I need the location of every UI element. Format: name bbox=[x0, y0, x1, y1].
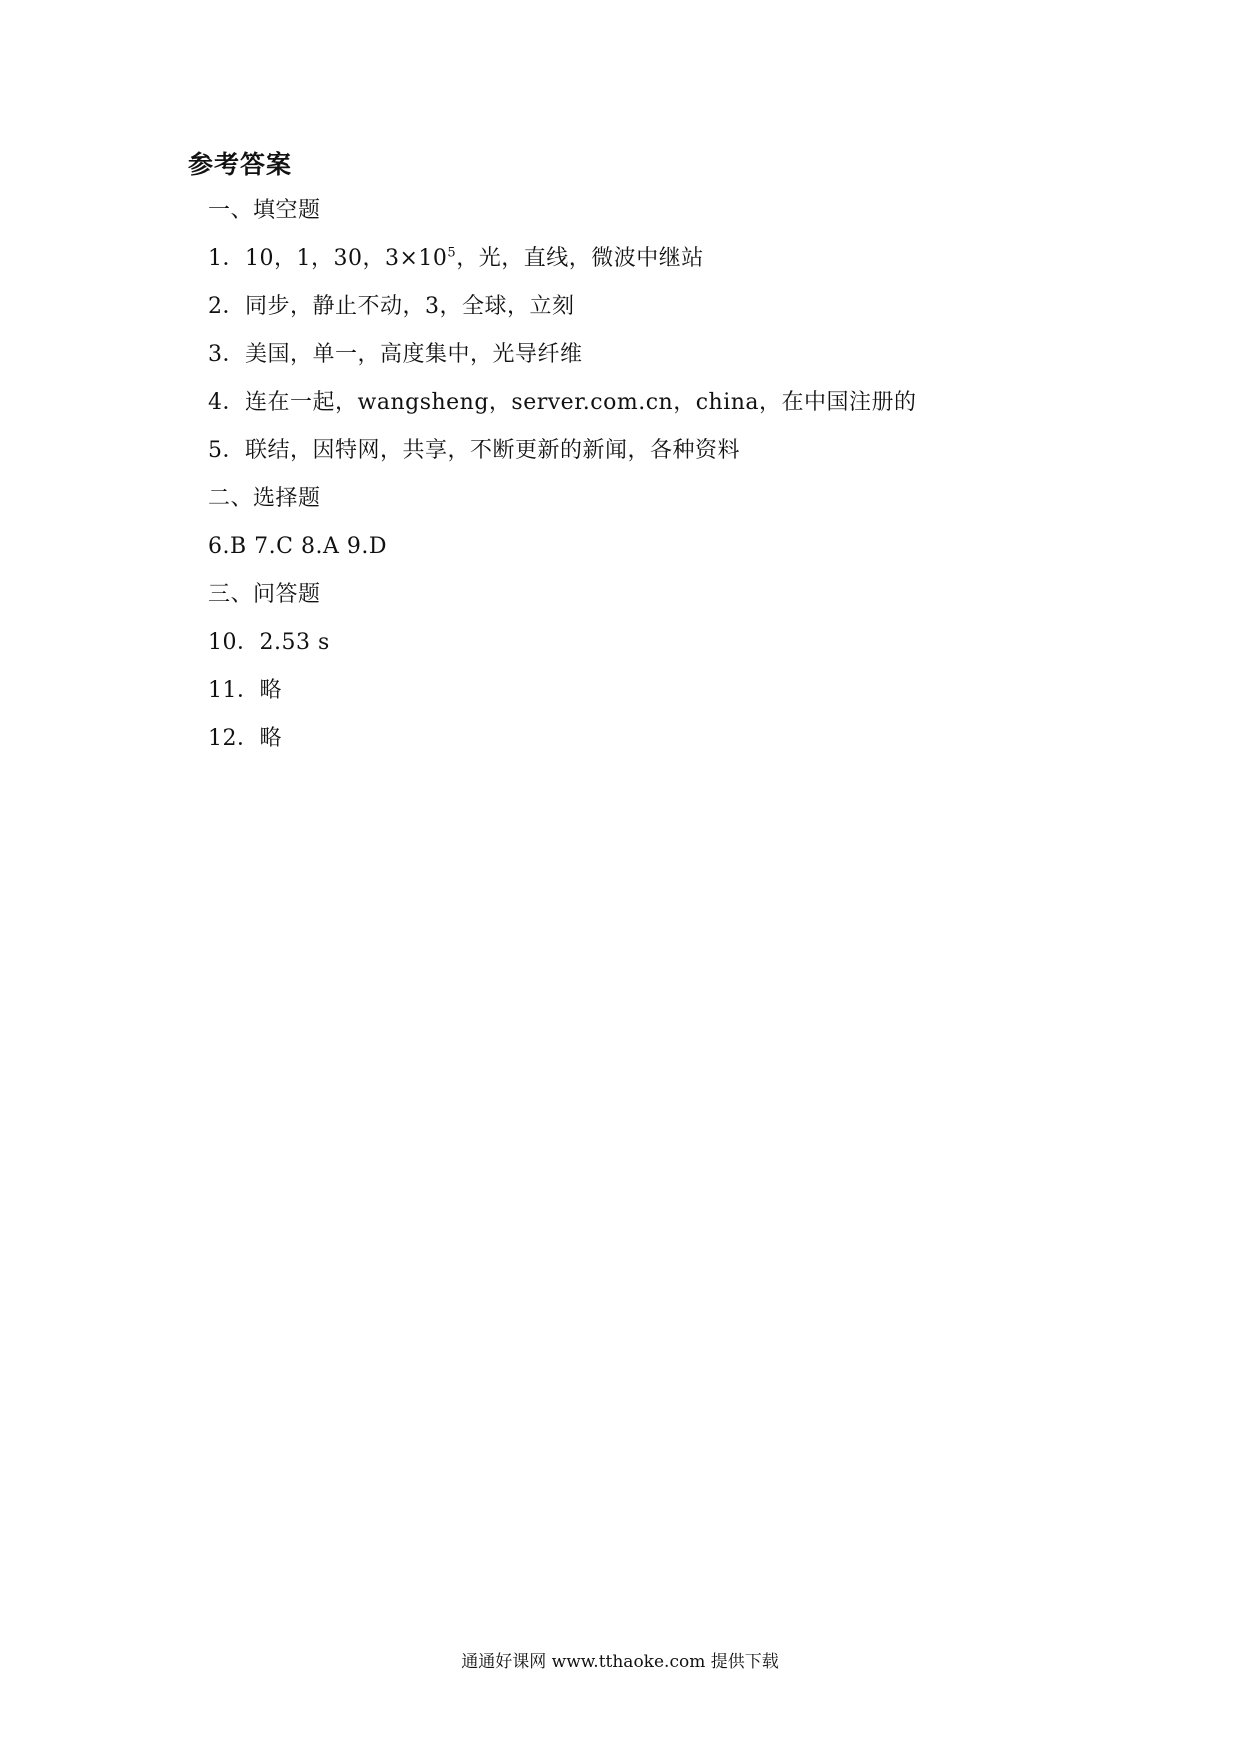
answer-1-exponent: 5 bbox=[447, 245, 457, 261]
answer-1-text: 1．10，1，30，3×10 bbox=[208, 246, 448, 271]
choice-answers: 6.B 7.C 8.A 9.D bbox=[208, 534, 387, 559]
answer-line-2: 2．同步，静止不动，3，全球，立刻 bbox=[208, 294, 575, 319]
answer-line-5: 5．联结，因特网，共享，不断更新的新闻，各种资料 bbox=[208, 438, 740, 463]
answer-line-10: 10．2.53 s bbox=[208, 630, 330, 655]
section-heading-choice: 二、选择题 bbox=[208, 486, 321, 511]
page-footer: 通通好课网 www.tthaoke.com 提供下载 bbox=[461, 1652, 779, 1672]
answer-line-3: 3．美国，单一，高度集中，光导纤维 bbox=[208, 342, 583, 367]
page-title: 参考答案 bbox=[188, 150, 293, 179]
answer-line-11: 11．略 bbox=[208, 678, 282, 703]
section-heading-qa: 三、问答题 bbox=[208, 582, 321, 607]
answer-1-text-rest: ，光，直线，微波中继站 bbox=[456, 246, 704, 271]
answer-line-1 bbox=[208, 244, 704, 274]
answer-line-4: 4．连在一起，wangsheng，server.com.cn，china，在中国注册的 bbox=[208, 390, 917, 415]
section-heading-fill-blank: 一、填空题 bbox=[208, 198, 321, 223]
answer-line-12: 12．略 bbox=[208, 726, 282, 751]
